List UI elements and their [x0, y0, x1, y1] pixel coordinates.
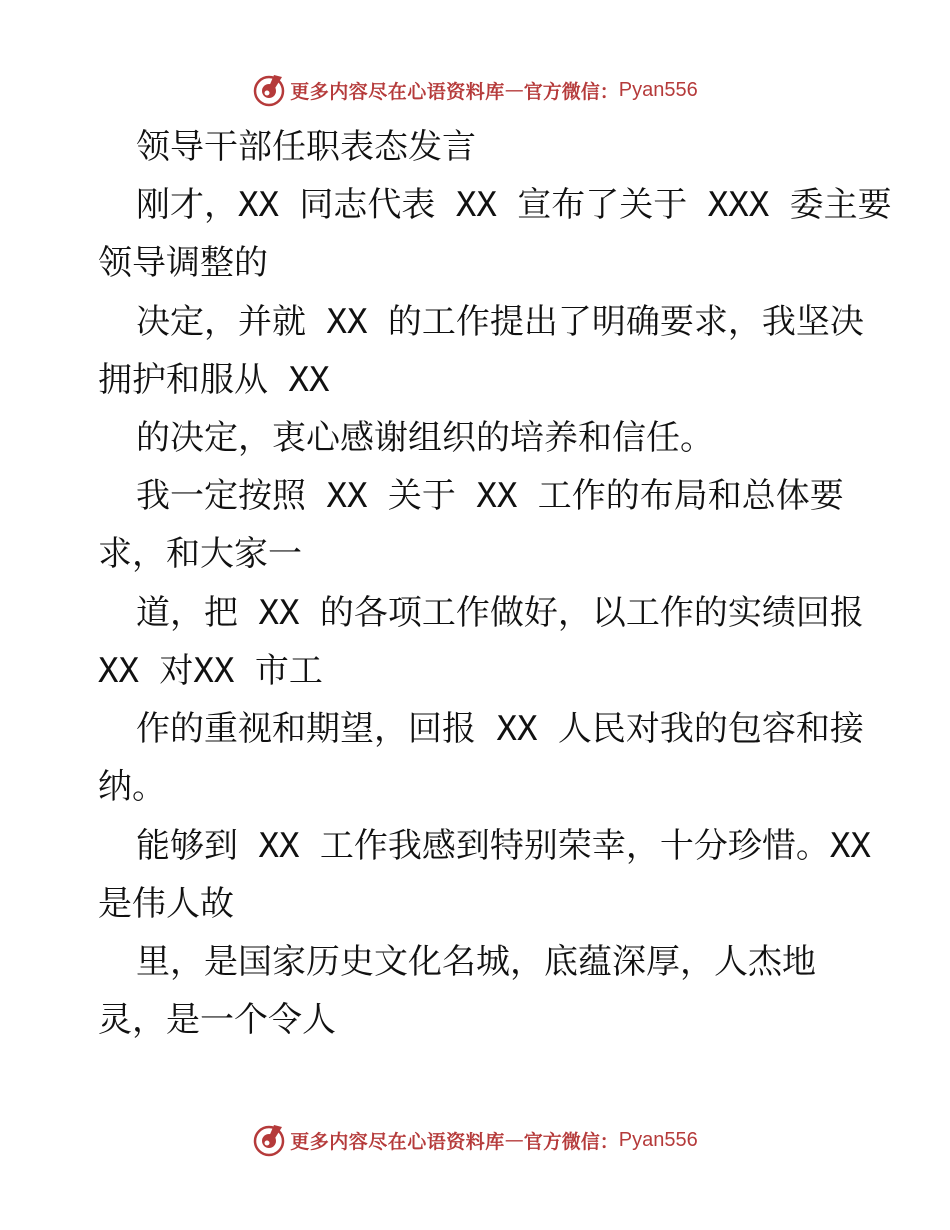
- text-line: 刚才，XX 同志代表 XX 宣布了关于 XXX 委主要: [136, 185, 892, 225]
- text-line: 灵，是一个令人: [98, 1000, 336, 1040]
- text-line: 里，是国家历史文化名城，底蕴深厚，人杰地: [136, 942, 816, 982]
- text-line: 纳。: [98, 767, 166, 807]
- quill-pen-logo-icon: [252, 73, 286, 107]
- banner-wechat-id: Pyan556: [618, 78, 698, 101]
- text-line: XX 对XX 市工: [98, 651, 323, 691]
- text-line: 拥护和服从 XX: [98, 360, 330, 400]
- text-line: 的决定，衷心感谢组织的培养和信任。: [136, 418, 714, 458]
- banner-wechat-label: 官方微信：: [523, 80, 619, 103]
- banner-separator: —: [504, 1129, 524, 1151]
- header-banner: [0, 70, 950, 110]
- text-line: 是伟人故: [98, 884, 234, 924]
- banner-text: 更多内容尽在心语资料库: [290, 1130, 505, 1153]
- banner-wechat-id: Pyan556: [618, 1128, 698, 1151]
- document-title: 领导干部任职表态发言: [136, 127, 476, 167]
- text-line: 我一定按照 XX 关于 XX 工作的布局和总体要: [136, 476, 844, 516]
- banner-separator: —: [504, 79, 524, 101]
- banner-wechat-label: 官方微信：: [523, 1130, 619, 1153]
- text-line: 决定，并就 XX 的工作提出了明确要求，我坚决: [136, 302, 864, 342]
- text-line: 道，把 XX 的各项工作做好，以工作的实绩回报: [136, 593, 864, 633]
- banner-text: 更多内容尽在心语资料库: [290, 80, 505, 103]
- text-line: 作的重视和期望，回报 XX 人民对我的包容和接: [136, 709, 864, 749]
- text-line: 求，和大家一: [98, 534, 302, 574]
- footer-banner: [0, 1120, 950, 1160]
- quill-pen-logo-icon: [252, 1123, 286, 1157]
- text-line: 领导调整的: [98, 243, 268, 283]
- text-line: 能够到 XX 工作我感到特别荣幸，十分珍惜。XX: [136, 826, 871, 866]
